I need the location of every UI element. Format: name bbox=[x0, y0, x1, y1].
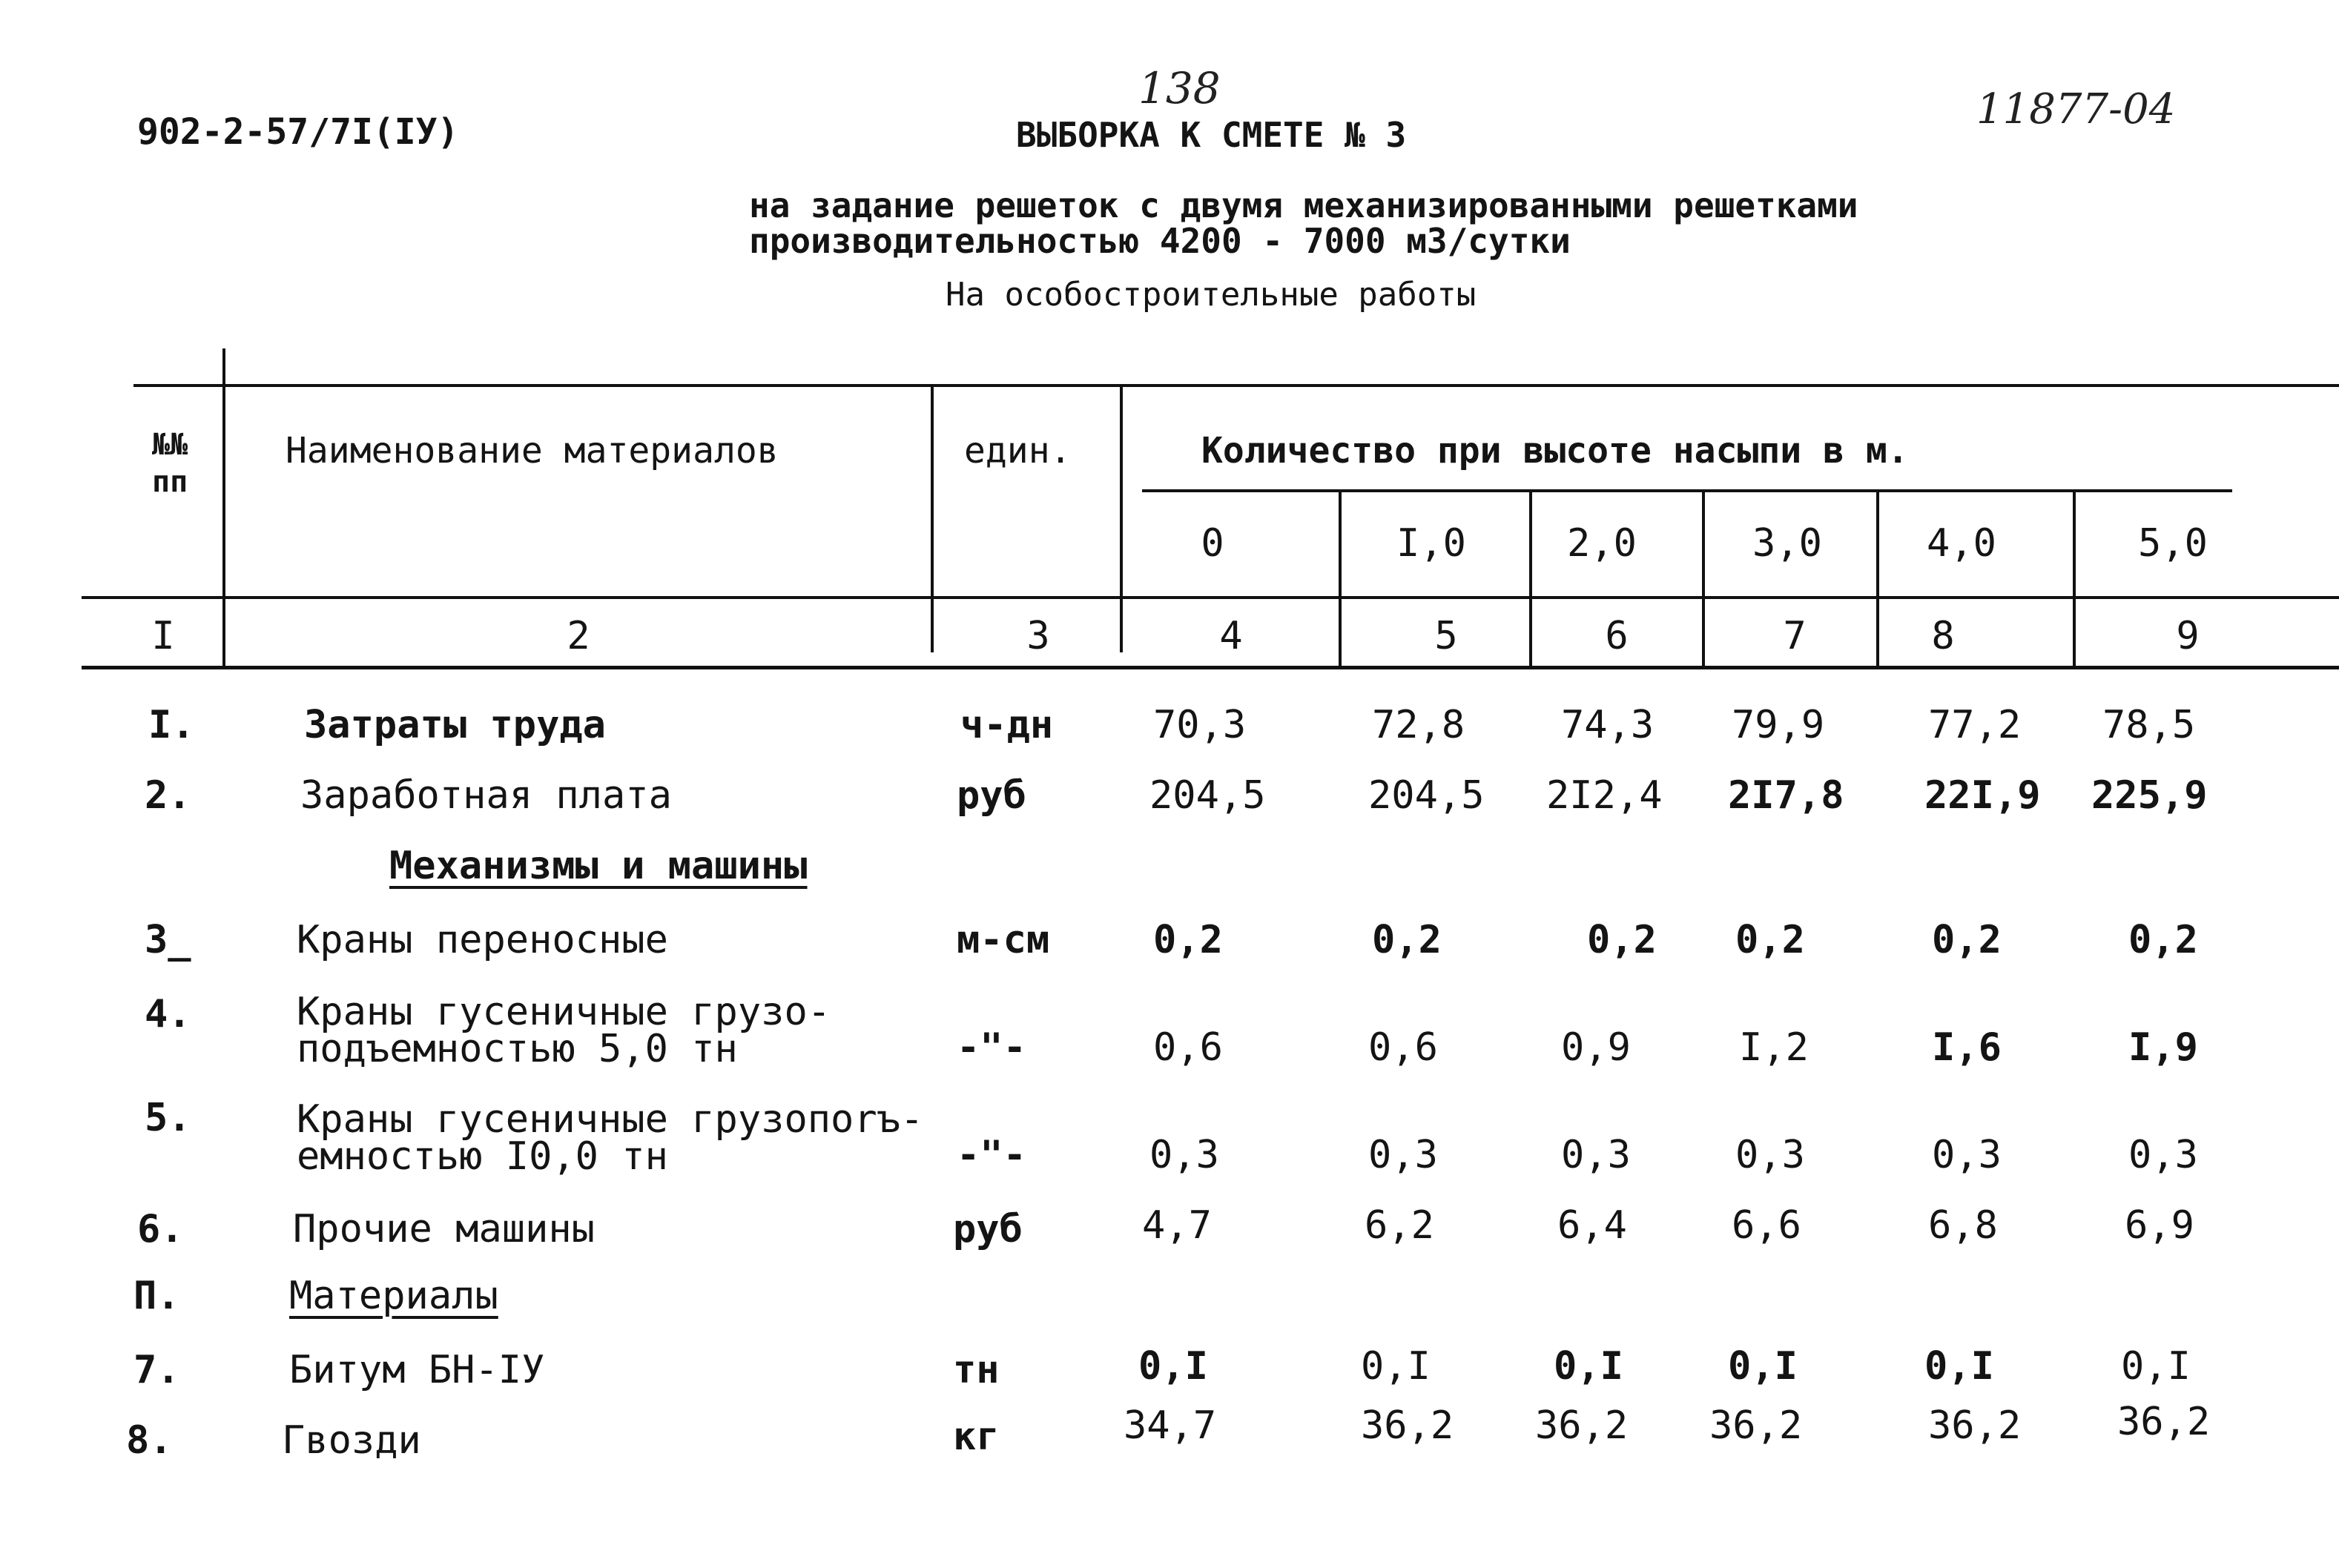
row-value: 79,9 bbox=[1732, 703, 1825, 747]
row-value: 6,9 bbox=[2125, 1203, 2194, 1248]
row-name: Прочие машины bbox=[293, 1207, 595, 1251]
row-value: 0,I bbox=[1728, 1344, 1798, 1389]
row-number: 6. bbox=[137, 1207, 184, 1251]
row-value: 6,2 bbox=[1365, 1203, 1434, 1248]
row-value: 72,8 bbox=[1372, 703, 1465, 747]
row-unit: м-см bbox=[957, 918, 1050, 962]
row-name: Заработная плата bbox=[300, 773, 672, 818]
row-value: 6,8 bbox=[1928, 1203, 1998, 1248]
col-number-6: 6 bbox=[1605, 614, 1629, 658]
row-value: 0,2 bbox=[2128, 918, 2198, 962]
col-number-top-rule bbox=[82, 596, 2339, 599]
height-0: 0 bbox=[1201, 521, 1224, 566]
row-number: I. bbox=[148, 703, 195, 747]
row-name-line-1: Краны гусеничные грузопоrъ- bbox=[297, 1097, 924, 1142]
row-unit: руб bbox=[953, 1207, 1023, 1251]
header-num: №№ пп bbox=[152, 428, 188, 499]
row-value: I,2 bbox=[1739, 1025, 1809, 1070]
row-value: 0,2 bbox=[1587, 918, 1657, 962]
row-value: I,6 bbox=[1932, 1025, 2002, 1070]
row-name: Краны переносные bbox=[297, 918, 668, 962]
row-value: 36,2 bbox=[1535, 1403, 1629, 1448]
row-value: 0,I bbox=[1138, 1344, 1208, 1389]
height-2: 2,0 bbox=[1567, 521, 1637, 566]
header-quantity: Количество при высоте насыпи в м. bbox=[1201, 430, 1909, 472]
row-value: 0,9 bbox=[1561, 1025, 1631, 1070]
qty-subheader-rule bbox=[1142, 489, 2232, 492]
row-number: 3_ bbox=[145, 918, 191, 962]
row-value: 0,I bbox=[1924, 1344, 1994, 1389]
archive-number: 11877-04 bbox=[1976, 85, 2176, 133]
row-unit: -"- bbox=[957, 1133, 1026, 1177]
col-divider-2 bbox=[931, 384, 934, 652]
row-value: 0,2 bbox=[1932, 918, 2002, 962]
row-value: 77,2 bbox=[1928, 703, 2022, 747]
col-divider-1 bbox=[222, 348, 225, 667]
row-value: 0,I bbox=[2121, 1344, 2191, 1389]
row-value: 0,2 bbox=[1735, 918, 1805, 962]
height-1: I,0 bbox=[1396, 521, 1466, 566]
col-number-5: 5 bbox=[1434, 614, 1458, 658]
row-name-line-2: емностью I0,0 тн bbox=[297, 1134, 668, 1179]
row-name: Затраты труда bbox=[304, 703, 606, 747]
height-5: 5,0 bbox=[2138, 521, 2208, 566]
row-value: 0,3 bbox=[1149, 1133, 1219, 1177]
col-number-3: 3 bbox=[1026, 614, 1050, 658]
row-value: 0,I bbox=[1554, 1344, 1623, 1389]
row-value: 0,3 bbox=[1932, 1133, 2002, 1177]
col-divider-4 bbox=[1339, 489, 1342, 667]
row-value: 225,9 bbox=[2091, 773, 2208, 818]
col-number-2: 2 bbox=[567, 614, 590, 658]
row-unit: тн bbox=[953, 1348, 1000, 1392]
row-name-line-1: Краны гусеничные грузо- bbox=[297, 990, 831, 1034]
col-divider-6 bbox=[1702, 489, 1705, 667]
row-number: 5. bbox=[145, 1096, 191, 1140]
header-unit: един. bbox=[964, 430, 1072, 472]
row-number: 4. bbox=[145, 992, 191, 1036]
table-top-rule bbox=[133, 384, 2339, 387]
subtitle-line-2: производительностью 4200 - 7000 м3/сутки bbox=[749, 221, 1571, 261]
section-materials-number: П. bbox=[133, 1274, 180, 1318]
row-value: 0,3 bbox=[2128, 1133, 2198, 1177]
row-value: 0,2 bbox=[1153, 918, 1223, 962]
row-value: 6,4 bbox=[1557, 1203, 1627, 1248]
row-value: 36,2 bbox=[2117, 1400, 2211, 1444]
row-value: 204,5 bbox=[1368, 773, 1485, 818]
row-value: 0,6 bbox=[1368, 1025, 1438, 1070]
row-name-line-2: подъемностью 5,0 тн bbox=[297, 1027, 738, 1071]
row-value: 4,7 bbox=[1142, 1203, 1212, 1248]
col-divider-5 bbox=[1529, 489, 1532, 667]
document-title: ВЫБОРКА К СМЕТЕ № 3 bbox=[1016, 115, 1407, 155]
row-value: 0,3 bbox=[1368, 1133, 1438, 1177]
row-value: 0,I bbox=[1361, 1344, 1431, 1389]
row-value: 36,2 bbox=[1709, 1403, 1803, 1448]
row-value: 0,2 bbox=[1372, 918, 1442, 962]
row-unit: ч-дн bbox=[960, 703, 1054, 747]
row-unit: кг bbox=[953, 1415, 1000, 1459]
row-value: 6,6 bbox=[1732, 1203, 1801, 1248]
section-materials: Материалы bbox=[289, 1274, 498, 1318]
row-value: I,9 bbox=[2128, 1025, 2198, 1070]
row-name: Гвозди bbox=[282, 1418, 421, 1463]
row-number: 8. bbox=[126, 1418, 173, 1463]
col-divider-7 bbox=[1876, 489, 1879, 667]
height-3: 3,0 bbox=[1752, 521, 1822, 566]
row-value: 2I7,8 bbox=[1728, 773, 1844, 818]
row-value: 70,3 bbox=[1153, 703, 1247, 747]
row-number: 7. bbox=[133, 1348, 180, 1392]
row-value: 0,6 bbox=[1153, 1025, 1223, 1070]
col-number-1: I bbox=[151, 614, 175, 658]
col-number-7: 7 bbox=[1783, 614, 1807, 658]
col-number-9: 9 bbox=[2176, 614, 2200, 658]
row-number: 2. bbox=[145, 773, 191, 818]
col-number-bottom-rule bbox=[82, 666, 2339, 669]
row-value: 22I,9 bbox=[1924, 773, 2041, 818]
page-number: 138 bbox=[1138, 63, 1221, 113]
col-number-4: 4 bbox=[1219, 614, 1243, 658]
col-divider-3 bbox=[1120, 384, 1123, 652]
row-value: 36,2 bbox=[1928, 1403, 2022, 1448]
row-value: 0,3 bbox=[1735, 1133, 1805, 1177]
subtitle-line-1: на задание решеток с двумя механизированными решетками bbox=[749, 185, 1858, 225]
col-divider-8 bbox=[2073, 489, 2076, 667]
row-value: 0,3 bbox=[1561, 1133, 1631, 1177]
row-unit: руб bbox=[957, 773, 1026, 818]
subtitle-line-3: На особостроительные работы bbox=[946, 276, 1477, 314]
row-value: 74,3 bbox=[1561, 703, 1655, 747]
row-unit: -"- bbox=[957, 1025, 1026, 1070]
row-value: 204,5 bbox=[1149, 773, 1266, 818]
height-4: 4,0 bbox=[1927, 521, 1996, 566]
doc-code: 902-2-57/7I(IУ) bbox=[137, 111, 459, 153]
header-name: Наименование материалов bbox=[286, 430, 779, 472]
row-value: 78,5 bbox=[2102, 703, 2196, 747]
col-number-8: 8 bbox=[1931, 614, 1955, 658]
row-value: 34,7 bbox=[1124, 1403, 1217, 1448]
row-value: 2I2,4 bbox=[1546, 773, 1663, 818]
section-mechanisms: Механизмы и машины bbox=[389, 844, 808, 888]
row-value: 36,2 bbox=[1361, 1403, 1454, 1448]
row-name: Битум БН-IУ bbox=[289, 1348, 545, 1392]
